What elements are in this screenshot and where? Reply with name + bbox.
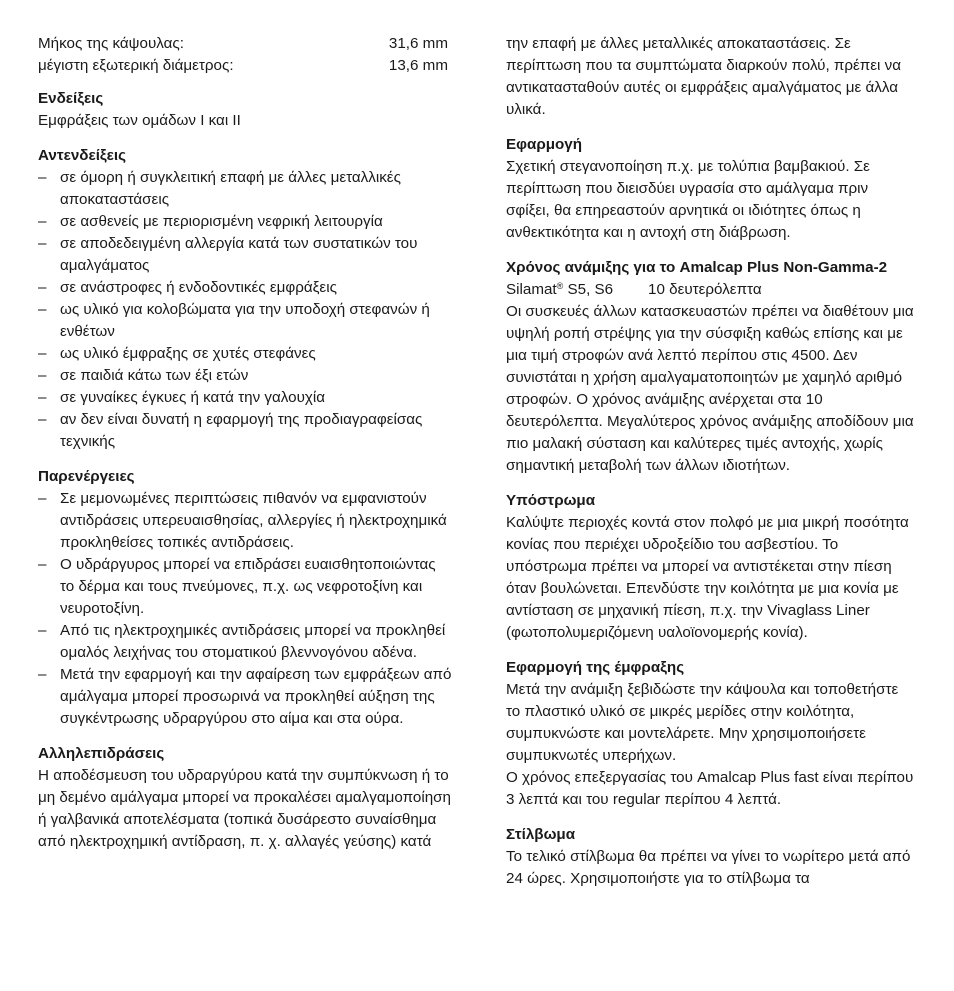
section-heading: Χρόνος ανάμιξης για το Amalcap Plus Non-Gamma-2 xyxy=(506,259,888,276)
list-item: – σε γυναίκες έγκυες ή κατά την γαλουχία xyxy=(38,387,453,409)
section-text: Ο χρόνος επεξεργασίας του Amalcap Plus fast είναι περίπου 3 λεπτά και του regular περίπου 4 λεπτά. xyxy=(506,769,914,808)
side-effects-section xyxy=(38,466,453,730)
mixing-device-row xyxy=(506,279,916,301)
registered-mark: ® xyxy=(556,281,564,291)
right-column xyxy=(506,33,916,903)
spec-row-length xyxy=(38,33,453,55)
placement-section xyxy=(506,657,916,811)
contraindications-section xyxy=(38,145,453,453)
section-text: Το τελικό στίλβωμα θα πρέπει να γίνει το νωρίτερο μετά από 24 ώρες. Χρησιμοποιήστε για το στίλβωμα τα xyxy=(506,848,911,887)
list-item: – ως υλικό για κολοβώματα για την υποδοχή στεφανών ή ενθέτων xyxy=(38,299,453,343)
section-text: Εμφράξεις των ομάδων I και II xyxy=(38,112,241,129)
list-item: – Μετά την εφαρμογή και την αφαίρεση των εμφράξεων από αμάλγαμα μπορεί προσωρινά να προκληθεί αύξηση της συγκέντρωσης υδραργύρου στο αίμα και στα ούρα. xyxy=(38,664,453,730)
list-item: – Σε μεμονωμένες περιπτώσεις πιθανόν να εμφανιστούν αντιδράσεις υπερευαισθησίας, αλλεργίες ή ηλεκτροχημικά προκληθείσες τοπικές αντιδράσεις. xyxy=(38,488,453,554)
section-text: Μετά την ανάμιξη ξεβιδώστε την κάψουλα και τοποθετήστε το πλαστικό υλικό σε μικρές μερίδες στην κοιλότητα, συμπυκνώστε και μοντελάρετε. Μην χρησιμοποιήσετε συμπυκνωτές υπερήχων. xyxy=(506,681,899,764)
spec-value: 13,6 mm xyxy=(388,57,448,74)
spec-label: μέγιστη εξωτερική διάμετρος: xyxy=(38,57,234,74)
list-item: – Από τις ηλεκτροχημικές αντιδράσεις μπορεί να προκληθεί ομαλός λειχήνας του στοματικού βλεννογόνου αδένα. xyxy=(38,620,453,664)
section-text: Σχετική στεγανοποίηση π.χ. με τολύπια βαμβακιού. Σε περίπτωση που διεισδύει υγρασία στο αμάλγαμα πριν σφίξει, θα επηρεαστούν αρνητικά οι ιδιότητες όπως η ανθεκτικότητα και η αντοχή στη διάβρωση. xyxy=(506,158,870,241)
list-item: – Ο υδράργυρος μπορεί να επιδράσει ευαισθητοποιώντας το δέρμα και τους πνεύμονες, π.χ. ως νεφροτοξίνη και νευροτοξίνη. xyxy=(38,554,453,620)
interactions-continued xyxy=(506,33,916,121)
list-item: – σε ανάστροφες ή ενδοδοντικές εμφράξεις xyxy=(38,277,453,299)
section-text: Καλύψτε περιοχές κοντά στον πολφό με μια μικρή ποσότητα κονίας που περιέχει υδροξείδιο του ασβεστίου. Το υπόστρωμα πρέπει να μπορεί να αντιστέκεται στην πίεση όταν βουλώνεται. Επενδύστε την κοιλότητα με μια κονία με αντίσταση σε μηχανική πίεση, π.χ. την Vivaglass Liner (φωτοπολυμεριζόμενη υαλοϊονομερής κονία). xyxy=(506,514,909,641)
mixing-time-section xyxy=(506,257,916,477)
spec-row-diameter xyxy=(38,55,453,77)
device-mixing-time: 10 δευτερόλεπτα xyxy=(648,281,762,298)
capsule-specs xyxy=(38,33,453,77)
section-heading: Υπόστρωμα xyxy=(506,492,596,509)
spec-label: Μήκος της κάψουλας: xyxy=(38,35,184,52)
indications-section xyxy=(38,88,453,132)
interactions-section xyxy=(38,743,453,853)
section-heading: Εφαρμογή xyxy=(506,136,583,153)
liner-section xyxy=(506,490,916,644)
list-item: – ως υλικό έμφραξης σε χυτές στεφάνες xyxy=(38,343,453,365)
section-heading: Στίλβωμα xyxy=(506,826,576,843)
application-section xyxy=(506,134,916,244)
section-heading: Αντενδείξεις xyxy=(38,147,127,164)
list-item: – σε ασθενείς με περιορισμένη νεφρική λειτουργία xyxy=(38,211,453,233)
section-heading: Αλληλεπιδράσεις xyxy=(38,745,165,762)
section-heading: Ενδείξεις xyxy=(38,90,104,107)
section-heading: Εφαρμογή της έμφραξης xyxy=(506,659,685,676)
contraindications-list xyxy=(38,167,453,453)
side-effects-list xyxy=(38,488,453,730)
polishing-section xyxy=(506,824,916,890)
spec-value: 31,6 mm xyxy=(388,35,448,52)
section-text: την επαφή με άλλες μεταλλικές αποκαταστάσεις. Σε περίπτωση που τα συμπτώματα διαρκούν πολύ, πρέπει να αντικατασταθούν αυτές οι εμφράξεις αμαλγάματος με άλλα υλικά. xyxy=(506,35,902,118)
section-text: Οι συσκευές άλλων κατασκευαστών πρέπει να διαθέτουν μια υψηλή ροπή στρέψης για την σύσφιξη καθώς επίσης και με μια τιμή στροφών ανά λεπτό περίπου στις 4500. Δεν συνιστάται η χρήση αμαλγαματοποιητών με χαμηλό αριθμό στροφών. Ο χρόνος ανάμιξης ανέρχεται στα 10 δευτερόλεπτα. Μεγαλύτερος χρόνος ανάμιξης αποδίδουν μια πιο μαλακή σύσταση και καλύτερες τιμές αντοχής, χωρίς σημαντική μεταβολή των άλλων ιδιοτήτων. xyxy=(506,303,914,474)
list-item: – αν δεν είναι δυνατή η εφαρμογή της προδιαγραφείσας τεχνικής xyxy=(38,409,453,453)
left-column xyxy=(38,33,453,866)
section-heading: Παρενέργειες xyxy=(38,468,135,485)
list-item: – σε παιδιά κάτω των έξι ετών xyxy=(38,365,453,387)
device-name: Silamat® S5, S6 xyxy=(506,281,614,298)
section-text: Η αποδέσμευση του υδραργύρου κατά την συμπύκνωση ή το μη δεμένο αμάλγαμα μπορεί να προκαλέσει αμαλγαμοποίηση ή γαλβανικά αποτελέσματα (τοπικά δυσάρεστο συναίσθημα από ηλεκτροχημική αντίδραση, π. χ. αλλαγές γεύσης) κατά xyxy=(38,767,451,850)
list-item: – σε αποδεδειγμένη αλλεργία κατά των συστατικών του αμαλγάματος xyxy=(38,233,453,277)
list-item: – σε όμορη ή συγκλειτική επαφή με άλλες μεταλλικές αποκαταστάσεις xyxy=(38,167,453,211)
